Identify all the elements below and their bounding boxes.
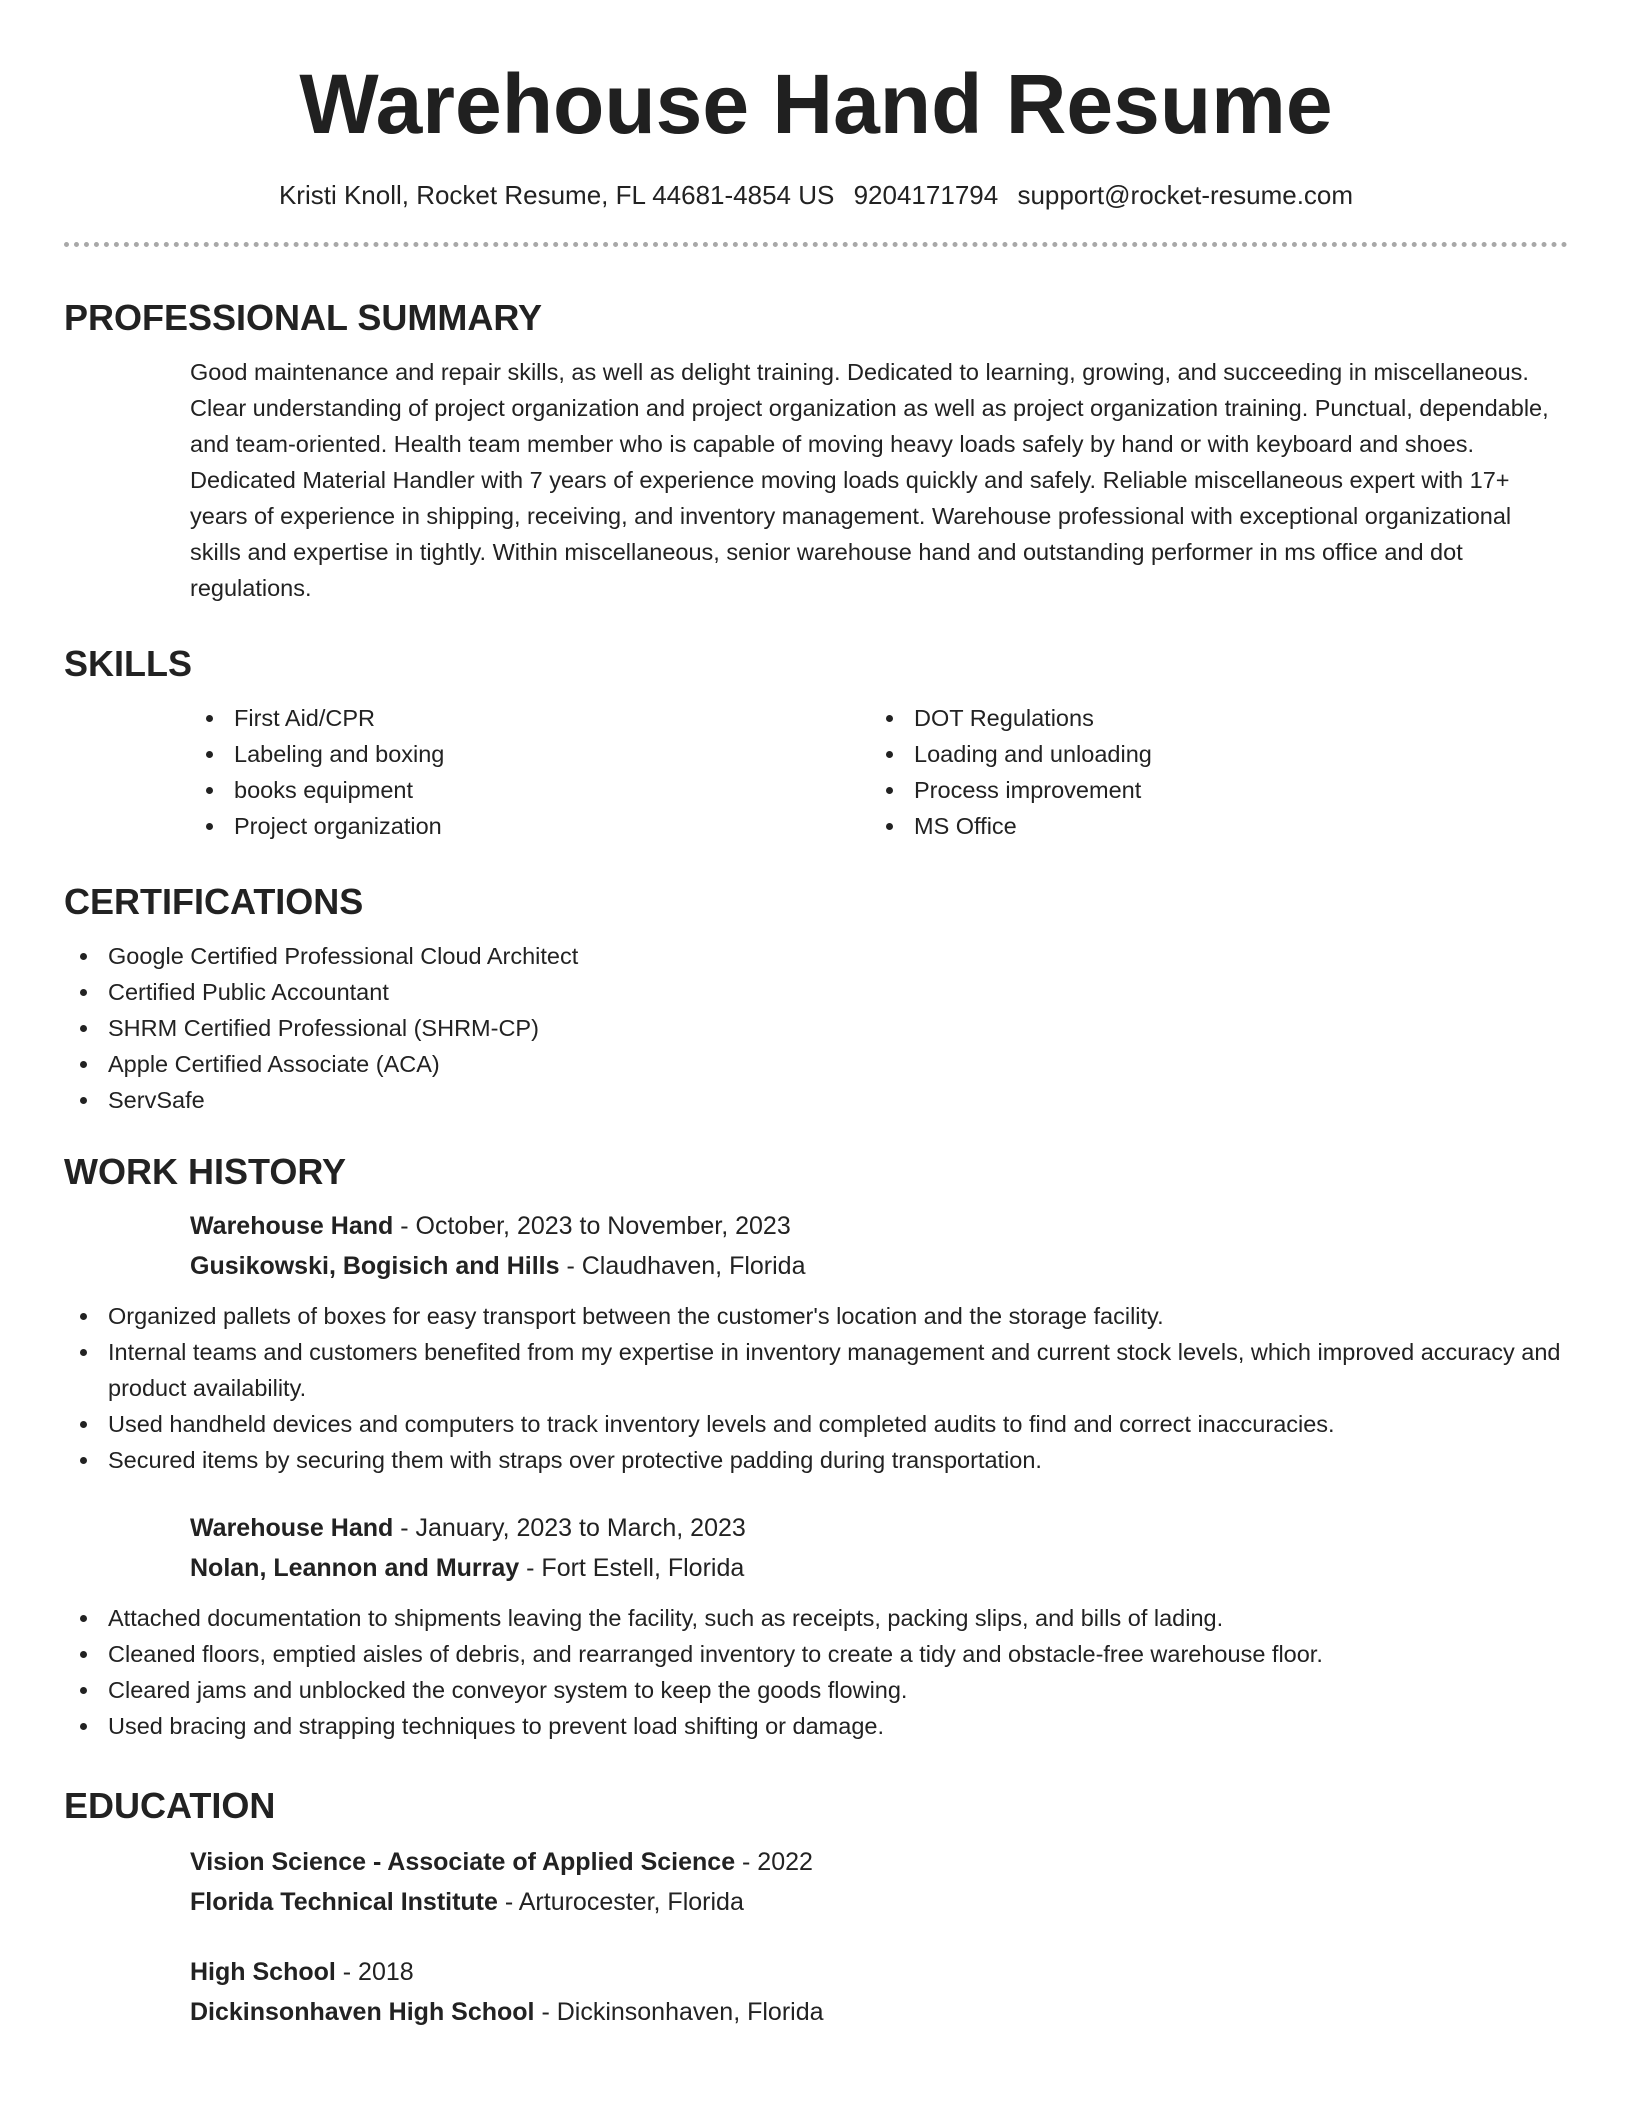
contact-phone: 9204171794 — [853, 180, 999, 210]
job-bullet: Secured items by securing them with straps over protective padding during transportation. — [64, 1442, 1568, 1478]
resume-title: Warehouse Hand Resume — [299, 57, 1333, 151]
job-title: Warehouse Hand — [190, 1212, 394, 1240]
certifications-list — [64, 938, 1568, 1118]
job-bullet: Attached documentation to shipments leaving the facility, such as receipts, packing slips, and bills of lading. — [64, 1600, 1568, 1636]
skills-list-right — [870, 700, 1550, 844]
certifications-section — [64, 880, 1568, 1118]
job-title-line — [190, 1206, 1568, 1246]
job-bullets — [64, 1298, 1568, 1478]
skill-item: Loading and unloading — [870, 736, 1550, 772]
education-year: - 2022 — [735, 1848, 813, 1876]
summary-section — [64, 296, 1568, 606]
job-entry — [190, 1508, 1568, 1588]
contact-email: support@rocket-resume.com — [1017, 180, 1354, 210]
education-entry — [190, 1952, 1568, 2032]
education-degree-line — [190, 1952, 1568, 1992]
education-school-line — [190, 1992, 1568, 2032]
education-section — [64, 1784, 1568, 2032]
job-company-line — [190, 1246, 1568, 1286]
certification-item: Google Certified Professional Cloud Architect — [64, 938, 1568, 974]
education-degree: Vision Science - Associate of Applied Science — [190, 1848, 736, 1876]
job-company: Nolan, Leannon and Murray — [190, 1554, 520, 1582]
job-entry — [190, 1206, 1568, 1286]
skill-item: Labeling and boxing — [190, 736, 870, 772]
work-history-section — [64, 1150, 1568, 1744]
job-company: Gusikowski, Bogisich and Hills — [190, 1252, 560, 1280]
education-location: - Dickinsonhaven, Florida — [534, 1998, 824, 2026]
education-location: - Arturocester, Florida — [497, 1888, 744, 1916]
certification-item: Apple Certified Associate (ACA) — [64, 1046, 1568, 1082]
section-heading-work-history: WORK HISTORY — [64, 1151, 347, 1192]
header-divider — [64, 242, 1568, 247]
skill-item: Project organization — [190, 808, 870, 844]
certification-item: SHRM Certified Professional (SHRM-CP) — [64, 1010, 1568, 1046]
job-title: Warehouse Hand — [190, 1514, 394, 1542]
summary-text: Good maintenance and repair skills, as well as delight training. Dedicated to learning, growing, and succeeding in miscellaneous. Clear understanding of project organization and project organization as well as project organization training. Punctual, dependable, and team-oriented. Health team member who is capable of moving heavy loads safely by hand or with keyboard and shoes. Dedicated Material Handler with 7 years of experience moving loads quickly and safely. Reliable miscellaneous expert with 17+ years of experience in shipping, receiving, and inventory management. Warehouse professional with exceptional organizational skills and expertise in tightly. Within miscellaneous, senior warehouse hand and outstanding performer in ms office and dot regulations. — [190, 359, 1549, 601]
job-bullet: Cleared jams and unblocked the conveyor system to keep the goods flowing. — [64, 1672, 1568, 1708]
section-heading-skills: SKILLS — [64, 643, 193, 684]
job-bullet: Organized pallets of boxes for easy transport between the customer's location and the storage facility. — [64, 1298, 1568, 1334]
skill-item: Process improvement — [870, 772, 1550, 808]
skills-section — [64, 642, 1568, 844]
job-bullets — [64, 1600, 1568, 1744]
resume-page — [64, 0, 1568, 2026]
skill-item: DOT Regulations — [870, 700, 1550, 736]
job-bullet: Cleaned floors, emptied aisles of debris, and rearranged inventory to create a tidy and obstacle-free warehouse floor. — [64, 1636, 1568, 1672]
section-heading-education: EDUCATION — [64, 1785, 276, 1826]
skills-grid — [190, 700, 1568, 844]
section-heading-certifications: CERTIFICATIONS — [64, 881, 364, 922]
skill-item: books equipment — [190, 772, 870, 808]
job-bullet: Used bracing and strapping techniques to prevent load shifting or damage. — [64, 1708, 1568, 1744]
education-degree-line — [190, 1842, 1568, 1882]
job-title-line — [190, 1508, 1568, 1548]
job-dates: - January, 2023 to March, 2023 — [393, 1514, 746, 1542]
job-location: - Fort Estell, Florida — [519, 1554, 745, 1582]
education-degree: High School — [190, 1958, 336, 1986]
skills-list-left — [190, 700, 870, 844]
certification-item: Certified Public Accountant — [64, 974, 1568, 1010]
skill-item: First Aid/CPR — [190, 700, 870, 736]
job-company-line — [190, 1548, 1568, 1588]
certification-item: ServSafe — [64, 1082, 1568, 1118]
skill-item: MS Office — [870, 808, 1550, 844]
education-year: - 2018 — [335, 1958, 414, 1986]
job-location: - Claudhaven, Florida — [559, 1252, 806, 1280]
contact-address: Kristi Knoll, Rocket Resume, FL 44681-4854 US — [278, 180, 835, 210]
job-dates: - October, 2023 to November, 2023 — [393, 1212, 791, 1240]
section-heading-summary: PROFESSIONAL SUMMARY — [64, 297, 543, 338]
education-school: Florida Technical Institute — [190, 1888, 498, 1916]
education-school: Dickinsonhaven High School — [190, 1998, 535, 2026]
job-bullet: Used handheld devices and computers to track inventory levels and completed audits to find and correct inaccuracies. — [64, 1406, 1568, 1442]
education-school-line — [190, 1882, 1568, 1922]
contact-line — [64, 178, 1568, 212]
job-bullet: Internal teams and customers benefited from my expertise in inventory management and current stock levels, which improved accuracy and product availability. — [64, 1334, 1568, 1406]
education-entry — [190, 1842, 1568, 1922]
